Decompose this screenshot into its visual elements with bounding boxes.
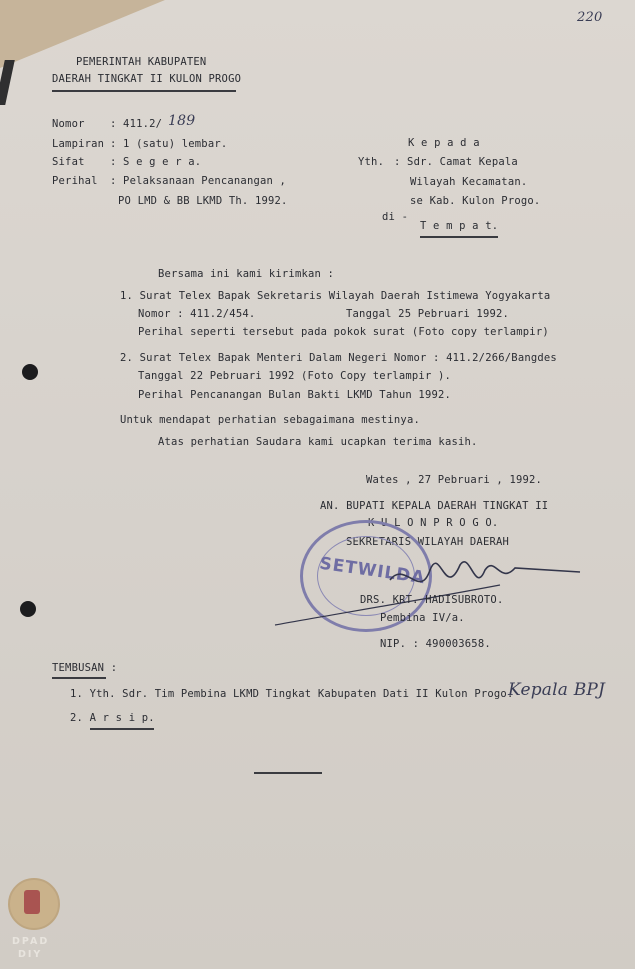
tembusan-handwritten-note: Kepala BPJ xyxy=(508,680,606,700)
item1-line-d: Perihal seperti tersebut pada pokok surat (Foto copy terlampir) xyxy=(138,326,549,338)
watermark-line2: DIY xyxy=(18,949,43,960)
header-line2: DAERAH TINGKAT II KULON PROGO xyxy=(52,73,242,85)
corner-shadow xyxy=(0,60,15,105)
page-number: 220 xyxy=(577,10,603,25)
tembusan-item1: 1. Yth. Sdr. Tim Pembina LKMD Tingkat Kabupaten Dati II Kulon Progo. xyxy=(70,688,514,700)
perihal-value-2: PO LMD & BB LKMD Th. 1992. xyxy=(118,195,288,207)
kepada: K e p a d a xyxy=(408,137,480,149)
tembusan-label: TEMBUSAN : xyxy=(52,662,118,674)
header-line1: PEMERINTAH KABUPATEN xyxy=(76,56,207,68)
di: di - xyxy=(382,211,409,223)
nomor-handwritten: 189 xyxy=(168,113,196,129)
item1-line-a: 1. Surat Telex Bapak Sekretaris Wilayah Daerah Istimewa Yogyakarta xyxy=(120,290,551,302)
item2-line-c: Perihal Pencanangan Bulan Bakti LKMD Tahun 1992. xyxy=(138,389,452,401)
watermark-line1: DPAD xyxy=(12,936,50,947)
recipient-line3: se Kab. Kulon Progo. xyxy=(410,195,541,207)
nomor-label: Nomor xyxy=(52,118,85,130)
item1-line-c: Tanggal 25 Pebruari 1992. xyxy=(346,308,510,320)
lampiran-label: Lampiran xyxy=(52,138,105,150)
stamp-text: SETWILDA xyxy=(318,553,427,589)
lampiran-value: : 1 (satu) lembar. xyxy=(110,138,228,150)
sifat-label: Sifat xyxy=(52,156,85,168)
item1-line-b: Nomor : 411.2/454. xyxy=(138,308,256,320)
yth: Yth. xyxy=(358,156,385,168)
perihal-value-1: : Pelaksanaan Pencanangan , xyxy=(110,175,287,187)
tempat: T e m p a t. xyxy=(420,220,499,232)
signature-position: SEKRETARIS WILAYAH DAERAH xyxy=(346,536,510,548)
sifat-value: : S e g e r a. xyxy=(110,156,202,168)
body-intro: Bersama ini kami kirimkan : xyxy=(158,268,335,280)
item2-line-b: Tanggal 22 Pebruari 1992 (Foto Copy terlampir ). xyxy=(138,370,452,382)
place-date: Wates , 27 Pebruari , 1992. xyxy=(366,474,543,486)
item2-line-a: 2. Surat Telex Bapak Menteri Dalam Negeri Nomor : 411.2/266/Bangdes xyxy=(120,352,557,364)
footer-rule xyxy=(254,772,322,774)
signature-region: K U L O N P R O G O. xyxy=(368,517,499,529)
signature-nip: NIP. : 490003658. xyxy=(380,638,491,650)
signature-rank: Pembina IV/a. xyxy=(380,612,465,624)
signature-name: DRS. KRT. HADISUBROTO. xyxy=(360,594,504,606)
nomor-value: : 411.2/ xyxy=(110,118,163,130)
closing-line1: Untuk mendapat perhatian sebagaimana mestinya. xyxy=(120,414,420,426)
tembusan-item2: 2. A r s i p. xyxy=(70,712,155,724)
punch-hole-top xyxy=(22,364,38,380)
recipient-line1: : Sdr. Camat Kepala xyxy=(394,156,518,168)
recipient-line2: Wilayah Kecamatan. xyxy=(410,176,528,188)
tempat-underline xyxy=(420,236,498,238)
arsip-underline xyxy=(90,728,154,730)
punch-hole-bottom xyxy=(20,601,36,617)
closing-line2: Atas perhatian Saudara kami ucapkan terima kasih. xyxy=(158,436,478,448)
logo-emblem xyxy=(24,890,40,914)
dpad-logo-icon xyxy=(8,878,60,930)
header-underline xyxy=(52,90,236,92)
tembusan-underline xyxy=(52,677,106,679)
perihal-label: Perihal xyxy=(52,175,98,187)
signature-an: AN. BUPATI KEPALA DAERAH TINGKAT II xyxy=(320,500,549,512)
